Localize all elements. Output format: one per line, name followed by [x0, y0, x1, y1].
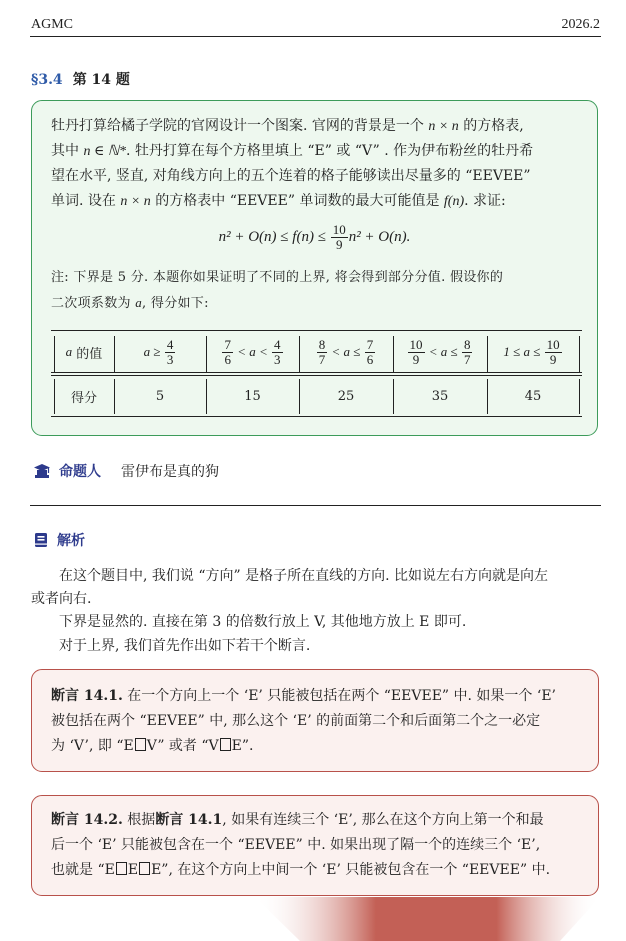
- table-rule: [51, 416, 582, 417]
- math-fn: f(n): [443, 194, 465, 209]
- formula-right: n² + O(n).: [348, 228, 411, 245]
- math-a: a: [135, 295, 143, 310]
- header-rule: [30, 36, 601, 37]
- claim-line: 在一个方向上一个 ‘E’ 只能被包括在两个 “EEVEE” 中. 如果一个 ‘E’: [122, 688, 557, 704]
- score-cell: 45: [524, 388, 542, 404]
- math-nxn: n × n: [428, 119, 459, 134]
- problem-line: . 牡丹打算在每个方格里填上 “E” 或 “V” . 作为伊布粉丝的牡丹希: [126, 143, 534, 159]
- analysis-heading: [33, 530, 85, 550]
- claim-line: 为 ‘V’, 即 “E: [51, 738, 134, 754]
- claim-line: V” 或者 “V: [146, 738, 219, 754]
- claim-reference: 断言 14.1: [155, 812, 223, 828]
- analysis-label: 解析: [57, 533, 85, 549]
- fraction-denominator: 7: [463, 351, 471, 367]
- author-line: [33, 461, 219, 481]
- paragraph-line: 对于上界, 我们首先作出如下若干个断言.: [59, 638, 311, 654]
- claim-line: , 如果有连续三个 ‘E’, 那么在这个方向上第一个和最: [222, 812, 544, 828]
- note-line: 二次项系数为: [51, 296, 136, 311]
- problem-line: 的方格表,: [458, 118, 524, 134]
- claim-line: 后一个 ‘E’ 只能被包含在一个 “EEVEE” 中. 如果出现了隔一个的连续三个 ‘E’,: [51, 837, 541, 853]
- claim-title: 断言 14.2.: [51, 812, 123, 828]
- fraction: [408, 338, 425, 367]
- table-rule: [51, 372, 582, 373]
- formula-left: n² + O(n) ≤ f(n) ≤: [218, 228, 330, 245]
- bound-formula: [32, 223, 597, 252]
- note-line: 注: 下界是 5 分. 本题你如果证明了不同的上界, 将会得到部分分值. 假设你的: [51, 270, 504, 285]
- fraction-numerator: 10: [409, 336, 423, 352]
- claim-title: 断言 14.1.: [51, 688, 123, 704]
- problem-line: . 求证:: [464, 193, 506, 209]
- section-title: 第 14 题: [72, 72, 130, 88]
- claim-line: E: [127, 862, 139, 878]
- problem-line: 的方格表中 “EEVEE” 单词数的最大可能值是: [150, 193, 444, 209]
- fraction: [165, 338, 176, 367]
- math-nset: n ∈ ℕ*: [83, 144, 127, 159]
- header-left: AGMC: [31, 17, 74, 32]
- fraction-denominator: 9: [412, 351, 420, 367]
- problem-line: 其中: [51, 143, 84, 159]
- fraction: [331, 223, 348, 252]
- table-vline: [579, 379, 580, 414]
- math-a: a: [65, 344, 73, 359]
- analysis-paragraph-2: [31, 611, 599, 634]
- score-cell: 25: [337, 388, 355, 404]
- range-cell-1: [114, 332, 206, 372]
- fraction: [317, 338, 328, 367]
- score-cell: 5: [155, 388, 165, 404]
- claim-line: E”.: [231, 738, 254, 754]
- analysis-paragraph-3: [31, 635, 599, 658]
- paragraph-line: 下界是显然的. 直接在第 3 的倍数行放上 V, 其他地方放上 E 即可.: [59, 614, 467, 630]
- score-cell: 15: [244, 388, 261, 404]
- range-text: < a ≤: [425, 344, 461, 359]
- fraction: [365, 338, 376, 367]
- math-nxn: n × n: [120, 194, 151, 209]
- claim-text: [51, 808, 582, 883]
- claim-line: 被包括在两个 “EEVEE” 中, 那么这个 ‘E’ 的前面第二个和后面第二个之一必定: [51, 713, 541, 729]
- row-label-a: [54, 332, 114, 372]
- fraction-numerator: 8: [318, 336, 326, 352]
- claim-line: E”, 在这个方向上中间一个 ‘E’ 只能被包含在一个 “EEVEE” 中.: [151, 862, 551, 878]
- range-text: a ≥: [143, 344, 161, 359]
- analysis-paragraph-1: [31, 565, 599, 611]
- claim-box-14-1: [31, 669, 599, 772]
- blank-square-icon: [139, 862, 150, 875]
- fraction-denominator: 9: [335, 237, 343, 252]
- range-cell-5: [487, 332, 579, 372]
- fraction-denominator: 6: [224, 351, 231, 367]
- fraction-denominator: 3: [166, 351, 174, 367]
- graduation-cap-icon: [33, 463, 51, 479]
- fraction-denominator: 3: [274, 351, 281, 367]
- fraction-numerator: 7: [366, 336, 374, 352]
- divider: [30, 505, 601, 506]
- range-cell-4: [393, 332, 487, 372]
- fraction-numerator: 4: [166, 336, 174, 352]
- paragraph-line: 在这个题目中, 我们说 “方向” 是格子所在直线的方向. 比如说左右方向就是向左: [59, 568, 549, 584]
- problem-line: 望在水平, 竖直, 对角线方向上的五个连着的格子能够读出尽量多的 “EEVEE”: [51, 168, 531, 184]
- section-heading: [31, 69, 130, 89]
- note-line: , 得分如下:: [142, 296, 209, 311]
- range-cell-3: [299, 332, 393, 372]
- claim-line: 根据: [122, 812, 156, 828]
- range-text: < a <: [233, 344, 272, 359]
- scoring-note: [51, 265, 582, 316]
- range-text: 1 ≤ a ≤: [503, 344, 544, 359]
- row-label-score: 得分: [70, 390, 97, 406]
- blank-square-icon: [135, 738, 146, 751]
- fraction: [545, 338, 562, 367]
- problem-line: 牡丹打算给橘子学院的官网设计一个图案. 官网的背景是一个: [51, 118, 429, 134]
- blank-square-icon: [116, 862, 127, 875]
- range-cell-2: [206, 332, 299, 372]
- fraction-denominator: 7: [318, 351, 326, 367]
- section-number: §3.4: [31, 72, 63, 88]
- blank-square-icon: [220, 738, 231, 751]
- claim-text: [51, 684, 582, 759]
- row-label-suffix: 的值: [72, 346, 103, 362]
- fraction-numerator: 4: [274, 336, 281, 352]
- header-right: 2026.2: [561, 17, 600, 32]
- fraction-numerator: 10: [332, 222, 346, 237]
- problem-line: 单词. 设在: [51, 193, 121, 209]
- fraction-numerator: 8: [463, 336, 471, 352]
- score-table: [51, 330, 582, 418]
- range-text: < a ≤: [328, 344, 364, 359]
- fraction-denominator: 9: [549, 351, 557, 367]
- score-cell: 35: [431, 388, 449, 404]
- claim-box-14-2: [31, 795, 599, 896]
- claim-line: 也就是 “E: [51, 862, 115, 878]
- fraction: [272, 338, 283, 367]
- author-label: 命题人: [59, 464, 101, 480]
- fraction-numerator: 10: [546, 336, 560, 352]
- fraction-denominator: 6: [366, 351, 374, 367]
- fraction: [222, 338, 233, 367]
- book-icon: [33, 532, 49, 548]
- table-vline: [579, 336, 580, 372]
- paragraph-line: 或者向右.: [31, 591, 92, 607]
- problem-text: [51, 114, 582, 214]
- author-name: 雷伊布是真的狗: [121, 464, 219, 480]
- problem-box: [31, 100, 598, 436]
- fraction-numerator: 7: [224, 336, 231, 352]
- fraction: [462, 338, 473, 367]
